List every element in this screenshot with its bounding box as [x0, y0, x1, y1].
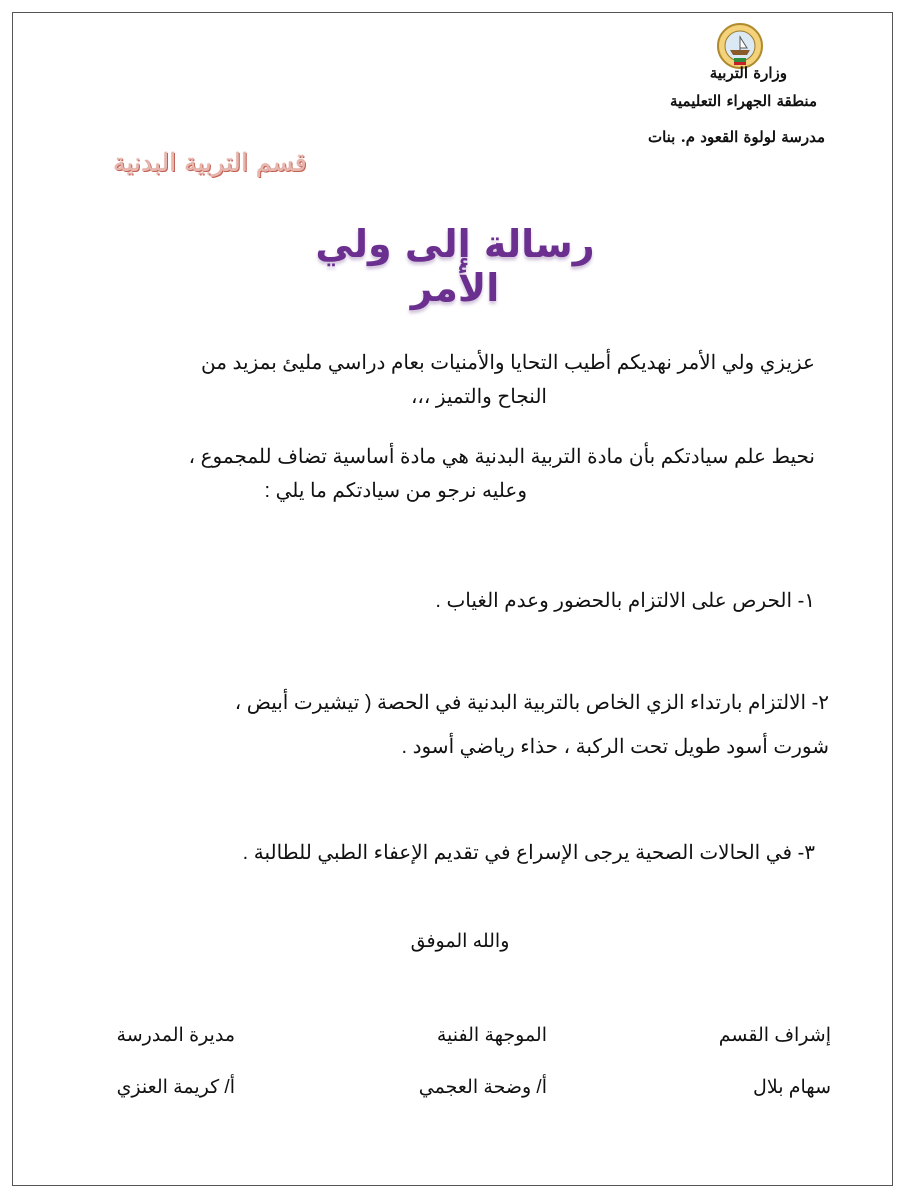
supervisor-role: إشراف القسم	[718, 1025, 831, 1046]
closing-phrase: والله الموفق	[410, 931, 510, 952]
notice-line-1: نحيط علم سيادتكم بأن مادة التربية البدنية هي مادة أساسية تضاف للمجموع ،	[188, 446, 815, 468]
inspector-name: أ/ وضحة العجمي	[418, 1077, 547, 1098]
requirement-item-2-line-1: ٢- الالتزام بارتداء الزي الخاص بالتربية البدنية في الحصة ( تيشيرت أبيض ،	[234, 692, 829, 714]
inspector-role: الموجهة الفنية	[436, 1025, 547, 1046]
requirement-item-2-line-2: شورت أسود طويل تحت الركبة ، حذاء رياضي أسود .	[401, 736, 829, 758]
district-name: منطقة الجهراء التعليمية	[669, 92, 817, 110]
notice-line-2: وعليه نرجو من سيادتكم ما يلي :	[264, 480, 527, 502]
requirement-item-3: ٣- في الحالات الصحية يرجى الإسراع في تقديم الإعفاء الطبي للطالبة .	[242, 842, 815, 864]
greeting-line-1: عزيزي ولي الأمر نهديكم أطيب التحايا والأمنيات بعام دراسي مليئ بمزيد من	[201, 352, 815, 374]
letter-title: رسالة إلى ولي الأمر	[315, 222, 595, 310]
kuwait-emblem-icon	[716, 22, 764, 70]
principal-role: مديرة المدرسة	[116, 1025, 235, 1046]
principal-name: أ/ كريمة العنزي	[116, 1077, 235, 1098]
greeting-line-2: النجاح والتميز ،،،	[410, 386, 547, 408]
requirement-item-1: ١- الحرص على الالتزام بالحضور وعدم الغياب .	[435, 590, 815, 612]
school-name: مدرسة لولوة القعود م. بنات	[647, 128, 825, 146]
ministry-name: وزارة التربية	[709, 64, 787, 82]
department-title: قسم التربية البدنية	[113, 148, 307, 177]
supervisor-name: سهام بلال	[753, 1077, 831, 1098]
